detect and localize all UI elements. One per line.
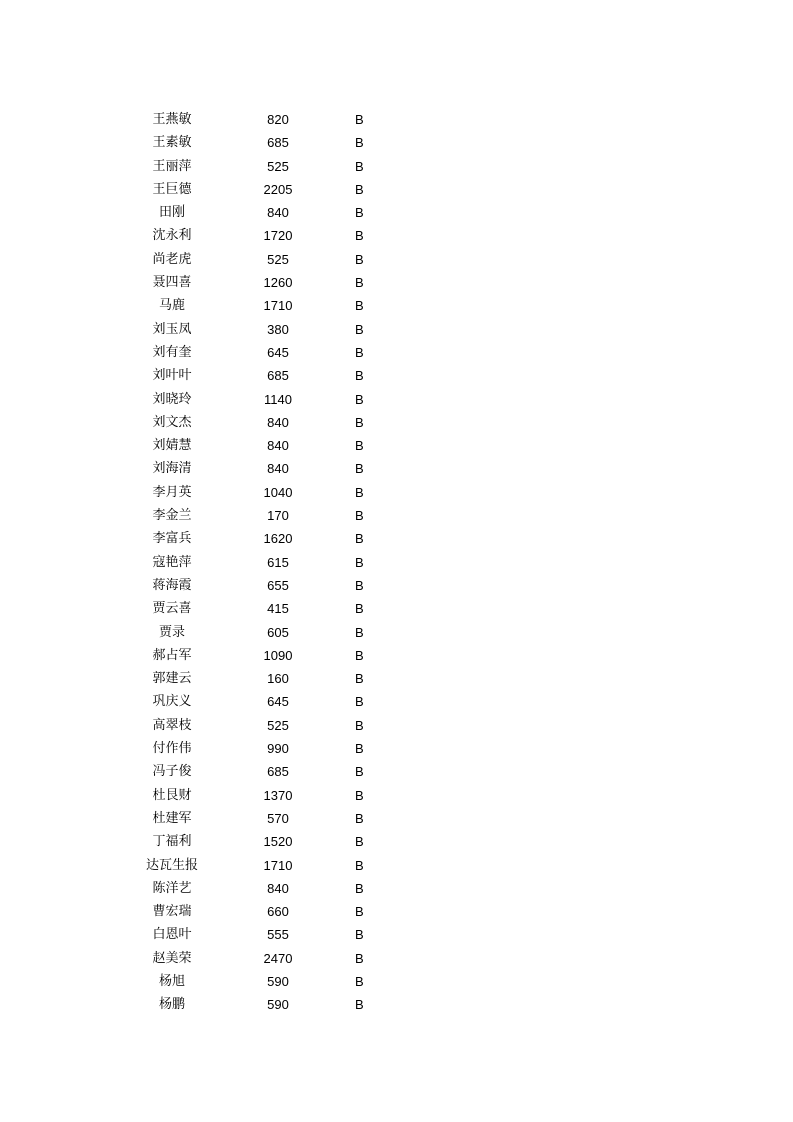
grade-cell: B: [355, 414, 364, 430]
grade-cell: B: [355, 205, 364, 221]
table-row: [0, 830, 793, 853]
table-row: [0, 574, 793, 597]
amount-cell: 655: [267, 577, 289, 593]
amount-cell: 840: [267, 205, 289, 221]
grade-cell: B: [355, 880, 364, 896]
name-cell: 刘婧慧: [152, 438, 192, 454]
name-cell: 杜艮财: [152, 787, 192, 803]
table-row: [0, 388, 793, 411]
amount-cell: 590: [267, 997, 289, 1013]
name-cell: 刘海清: [152, 461, 192, 477]
name-cell: 付作伟: [152, 741, 192, 757]
table-row: [0, 201, 793, 224]
amount-cell: 840: [267, 438, 289, 454]
grade-cell: B: [355, 508, 364, 524]
table-row: [0, 248, 793, 271]
name-cell: 贾云喜: [152, 601, 192, 617]
name-cell: 丁福利: [152, 834, 192, 850]
amount-cell: 645: [267, 344, 289, 360]
table-row: [0, 131, 793, 154]
table-row: [0, 271, 793, 294]
amount-cell: 605: [267, 624, 289, 640]
amount-cell: 1710: [263, 857, 293, 873]
name-cell: 巩庆义: [152, 694, 192, 710]
table-row: [0, 737, 793, 760]
grade-cell: B: [355, 251, 364, 267]
amount-cell: 415: [267, 601, 289, 617]
name-cell: 寇艳萍: [152, 554, 192, 570]
amount-cell: 160: [267, 671, 289, 687]
amount-cell: 615: [267, 554, 289, 570]
grade-cell: B: [355, 275, 364, 291]
name-cell: 尚老虎: [152, 251, 192, 267]
name-cell: 刘有奎: [152, 344, 192, 360]
name-cell: 白恩叶: [152, 927, 192, 943]
amount-cell: 685: [267, 764, 289, 780]
grade-cell: B: [355, 368, 364, 384]
grade-cell: B: [355, 298, 364, 314]
grade-cell: B: [355, 973, 364, 989]
table-row: [0, 714, 793, 737]
amount-cell: 685: [267, 368, 289, 384]
grade-cell: B: [355, 601, 364, 617]
table-row: [0, 551, 793, 574]
table-row: [0, 807, 793, 830]
amount-cell: 1140: [264, 391, 292, 407]
table-row: [0, 411, 793, 434]
table-row: [0, 854, 793, 877]
grade-cell: B: [355, 834, 364, 850]
table-row: [0, 481, 793, 504]
name-cell: 田刚: [158, 205, 185, 221]
table-row: [0, 224, 793, 247]
name-cell: 蒋海霞: [152, 577, 192, 593]
amount-cell: 840: [267, 414, 289, 430]
amount-cell: 1260: [263, 275, 293, 291]
name-cell: 李富兵: [152, 531, 192, 547]
table-row: [0, 155, 793, 178]
amount-cell: 2470: [263, 950, 293, 966]
grade-cell: B: [355, 135, 364, 151]
table-row: [0, 947, 793, 970]
name-cell: 聂四喜: [152, 275, 192, 291]
grade-cell: B: [355, 461, 364, 477]
grade-cell: B: [355, 671, 364, 687]
grade-cell: B: [355, 647, 364, 663]
name-cell: 杜建军: [152, 810, 192, 826]
table-row: [0, 621, 793, 644]
name-cell: 郝占军: [152, 647, 192, 663]
amount-cell: 590: [267, 973, 289, 989]
table-row: [0, 597, 793, 620]
amount-cell: 555: [267, 927, 289, 943]
table-row: [0, 457, 793, 480]
grade-cell: B: [355, 694, 364, 710]
table-row: [0, 784, 793, 807]
name-cell: 李月英: [152, 484, 192, 500]
table-row: [0, 970, 793, 993]
name-cell: 冯子俊: [152, 764, 192, 780]
grade-cell: B: [355, 112, 364, 127]
grade-cell: B: [355, 181, 364, 197]
amount-cell: 525: [267, 717, 289, 733]
grade-cell: B: [355, 438, 364, 454]
name-cell: 杨鹏: [158, 997, 185, 1013]
table-row: [0, 877, 793, 900]
name-cell: 王燕敏: [152, 112, 192, 127]
name-cell: 沈永利: [152, 228, 192, 244]
grade-cell: B: [355, 787, 364, 803]
name-cell: 马鹿: [158, 298, 185, 314]
grade-cell: B: [355, 321, 364, 337]
grade-cell: B: [355, 577, 364, 593]
name-cell: 王丽萍: [152, 158, 192, 174]
name-cell: 达瓦生报: [145, 857, 198, 873]
name-cell: 刘玉凤: [152, 321, 192, 337]
table-row: [0, 178, 793, 201]
name-cell: 王素敏: [152, 135, 192, 151]
grade-cell: B: [355, 531, 364, 547]
grade-cell: B: [355, 927, 364, 943]
amount-cell: 1620: [263, 531, 293, 547]
grade-cell: B: [355, 904, 364, 920]
name-cell: 陈洋艺: [152, 880, 192, 896]
amount-cell: 1040: [263, 484, 293, 500]
name-cell: 刘叶叶: [152, 368, 192, 384]
grade-cell: B: [355, 228, 364, 244]
grade-cell: B: [355, 344, 364, 360]
amount-cell: 820: [267, 112, 289, 127]
amount-cell: 1090: [263, 647, 293, 663]
grade-cell: B: [355, 810, 364, 826]
table-row: [0, 108, 793, 131]
name-cell: 郭建云: [152, 671, 192, 687]
name-cell: 李金兰: [152, 508, 192, 524]
table-row: [0, 993, 793, 1016]
grade-cell: B: [355, 741, 364, 757]
grade-cell: B: [355, 484, 364, 500]
amount-cell: 1520: [263, 834, 293, 850]
table-row: [0, 900, 793, 923]
table-row: [0, 923, 793, 946]
table-row: [0, 504, 793, 527]
grade-cell: B: [355, 158, 364, 174]
amount-cell: 645: [267, 694, 289, 710]
name-cell: 高翠枝: [152, 717, 192, 733]
grade-cell: B: [355, 764, 364, 780]
amount-cell: 525: [267, 158, 289, 174]
grade-cell: B: [355, 554, 364, 570]
amount-cell: 840: [267, 880, 289, 896]
table-row: [0, 434, 793, 457]
table-row: [0, 364, 793, 387]
amount-cell: 990: [267, 741, 289, 757]
amount-cell: 380: [267, 321, 289, 337]
name-cell: 刘晓玲: [152, 391, 192, 407]
amount-cell: 1720: [263, 228, 293, 244]
table-row: [0, 667, 793, 690]
grade-cell: B: [355, 717, 364, 733]
name-cell: 赵美荣: [152, 950, 192, 966]
grade-cell: B: [355, 950, 364, 966]
table-row: [0, 644, 793, 667]
name-cell: 杨旭: [158, 973, 185, 989]
grade-cell: B: [355, 391, 364, 407]
table-row: [0, 527, 793, 550]
table-row: [0, 690, 793, 713]
amount-cell: 2205: [263, 181, 293, 197]
table-row: [0, 318, 793, 341]
amount-cell: 685: [267, 135, 289, 151]
amount-cell: 570: [267, 810, 289, 826]
name-cell: 王巨德: [152, 181, 192, 197]
table-row: [0, 760, 793, 783]
grade-cell: B: [355, 857, 364, 873]
table-row: [0, 341, 793, 364]
amount-cell: 660: [267, 904, 289, 920]
amount-cell: 1710: [263, 298, 293, 314]
grade-cell: B: [355, 624, 364, 640]
amount-cell: 840: [267, 461, 289, 477]
data-table: [0, 108, 793, 1017]
name-cell: 贾录: [158, 624, 185, 640]
grade-cell: B: [355, 997, 364, 1013]
name-cell: 曹宏瑞: [152, 904, 192, 920]
amount-cell: 170: [267, 508, 289, 524]
amount-cell: 1370: [263, 787, 293, 803]
table-row: [0, 294, 793, 317]
amount-cell: 525: [267, 251, 289, 267]
name-cell: 刘文杰: [152, 414, 192, 430]
